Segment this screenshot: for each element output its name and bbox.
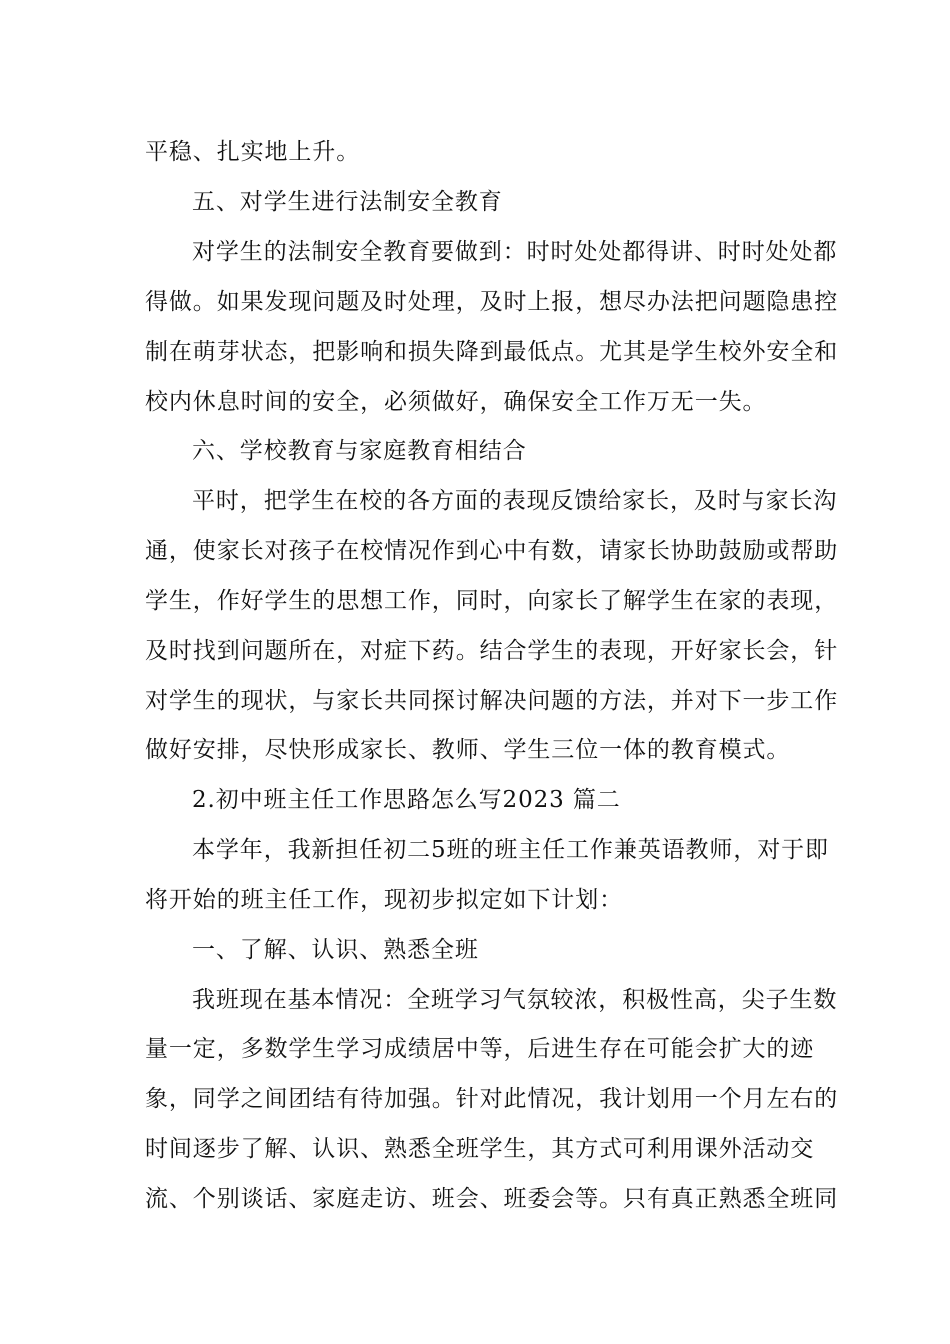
body-text-line: 通，使家长对孩子在校情况作到心中有数，请家长协助鼓励或帮助: [145, 538, 839, 564]
section-heading: 六、学校教育与家庭教育相结合: [192, 438, 527, 464]
body-text-line: 本学年，我新担任初二5班的班主任工作兼英语教师，对于即: [192, 837, 829, 863]
body-text-line: 制在萌芽状态，把影响和损失降到最低点。尤其是学生校外安全和: [145, 339, 839, 365]
body-text-line: 校内休息时间的安全，必须做好，确保安全工作万无一失。: [145, 389, 767, 415]
body-text-line: 平时，把学生在校的各方面的表现反馈给家长，及时与家长沟: [192, 488, 838, 514]
section-title: 2.初中班主任工作思路怎么写2023 篇二: [192, 787, 621, 813]
body-text-line: 流、个别谈话、家庭走访、班会、班委会等。只有真正熟悉全班同: [145, 1186, 839, 1212]
body-text-line: 象，同学之间团结有待加强。针对此情况，我计划用一个月左右的: [145, 1086, 839, 1112]
body-text-line: 学生，作好学生的思想工作，同时，向家长了解学生在家的表现，: [145, 588, 839, 614]
body-text-line: 做好安排，尽快形成家长、教师、学生三位一体的教育模式。: [145, 737, 791, 763]
body-text-line: 及时找到问题所在，对症下药。结合学生的表现，开好家长会，针: [145, 638, 839, 664]
body-text-line: 将开始的班主任工作，现初步拟定如下计划：: [145, 887, 623, 913]
body-text-line: 我班现在基本情况：全班学习气氛较浓，积极性高，尖子生数: [192, 987, 838, 1013]
section-heading: 一、了解、认识、熟悉全班: [192, 937, 479, 963]
section-heading: 五、对学生进行法制安全教育: [192, 189, 503, 215]
body-text-line: 时间逐步了解、认识、熟悉全班学生，其方式可利用课外活动交: [145, 1136, 815, 1162]
body-text-line: 得做。如果发现问题及时处理，及时上报，想尽办法把问题隐患控: [145, 289, 839, 315]
body-text-line: 对学生的法制安全教育要做到：时时处处都得讲、时时处处都: [192, 239, 838, 265]
body-text-line: 量一定，多数学生学习成绩居中等，后进生存在可能会扩大的迹: [145, 1036, 815, 1062]
body-text-line: 平稳、扎实地上升。: [145, 139, 361, 165]
body-text-line: 对学生的现状，与家长共同探讨解决问题的方法，并对下一步工作: [145, 688, 839, 714]
